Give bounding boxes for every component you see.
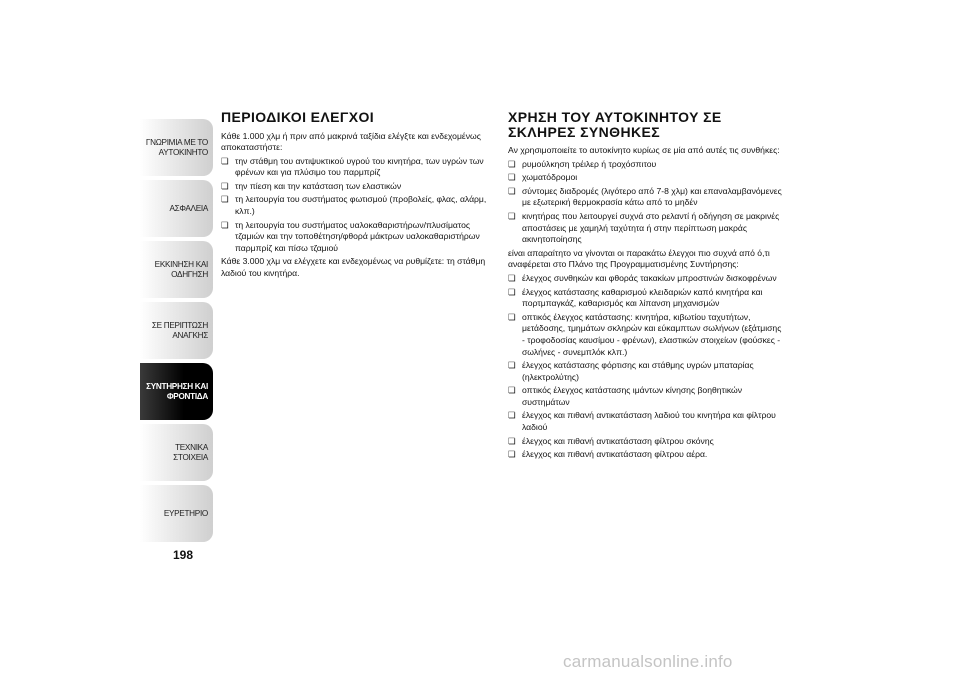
list-item: ❏ την στάθμη του αντιψυκτικού υγρού του κινητήρα, των υγρών των φρένων και για πλύσιμο του παρμπρίζ <box>221 156 493 179</box>
tab-label: ΣΕ ΠΕΡΙΠΤΩΣΗ ΑΝΑΓΚΗΣ <box>151 321 208 340</box>
tab-label: ΤΕΧΝΙΚΑ ΣΤΟΙΧΕΙΑ <box>173 443 208 462</box>
section-title: ΠΕΡΙΟΔΙΚΟΙ ΕΛΕΓΧΟΙ <box>221 109 375 125</box>
list-item: ❏ χωματόδρομοι <box>508 172 786 184</box>
chapter-sidebar <box>140 119 213 546</box>
paragraph: είναι απαραίτητο να γίνονται οι παρακάτω έλεγχοι πιο συχνά από ό,τι αναφέρεται στο Πλάνο της Προγραμματισμένης Συντήρησης: <box>508 247 770 270</box>
list-item: ❏ έλεγχος κατάστασης καθαρισμού κλειδαριών καπό κινητήρα και πορτμπαγκάζ, καθαρισμός και λίπανση μηχανισμών <box>508 287 786 310</box>
list-item: ❏ έλεγχος και πιθανή αντικατάσταση φίλτρου σκόνης <box>508 436 786 448</box>
paragraph: Κάθε 1.000 χλμ ή πριν από μακρινά ταξίδια ελέγξτε και ενδεχομένως αποκαταστήστε: <box>221 130 481 153</box>
watermark: carmanualsonline.info <box>563 652 733 671</box>
list-item: ❏ οπτικός έλεγχος κατάστασης: κινητήρα, κιβωτίου ταχυτήτων, μετάδοσης, τμημάτων σκληρών και εύκαμπτων σωλήνων (εξάτμισης - τροφοδοσίας καυσίμου - φρένων), ελαστικών στοιχείων (φούσκες - σωλήνες - συνεμπλόκ κλπ.) <box>508 312 786 358</box>
section-title: ΧΡΗΣΗ ΤΟΥ ΑΥΤΟΚΙΝΗΤΟΥ ΣΕ ΣΚΛΗΡΕΣ ΣΥΝΘΗΚΕΣ <box>508 109 722 140</box>
tab-index[interactable] <box>140 485 213 542</box>
tab-technical-data[interactable] <box>140 424 213 481</box>
paragraph: Κάθε 3.000 χλμ να ελέγχετε και ενδεχομένως να ρυθμίζετε: τη στάθμη λαδιού του κινητήρα. <box>221 256 486 279</box>
tab-safety[interactable] <box>140 180 213 237</box>
tab-maintenance-care[interactable] <box>140 363 213 420</box>
list-item: ❏ έλεγχος συνθηκών και φθοράς τακακίων μπροστινών δισκοφρένων <box>508 273 786 285</box>
check-list <box>221 156 493 255</box>
tab-starting-driving[interactable] <box>140 241 213 298</box>
list-item: ❏ έλεγχος και πιθανή αντικατάσταση λαδιού του κινητήρα και φίλτρου λαδιού <box>508 410 786 433</box>
list-item: ❏ τη λειτουργία του συστήματος υαλοκαθαριστήρων/πλυσίματος τζαμιών και την τοποθέτηση/φθορά μάκτρων υαλοκαθαριστήρων παρμπρίζ και πίσω τζαμιού <box>221 220 493 255</box>
tab-emergency[interactable] <box>140 302 213 359</box>
list-item: ❏ κινητήρας που λειτουργεί συχνά στο ρελαντί ή οδήγηση σε μακρινές αποστάσεις με χαμηλή ταχύτητα ή στην περίπτωση μακράς ακινητοποίησης <box>508 211 786 246</box>
list-item: ❏ τη λειτουργία του συστήματος φωτισμού (προβολείς, φλας, αλάρμ, κλπ.) <box>221 194 493 217</box>
tab-label: ΑΣΦΑΛΕΙΑ <box>169 203 208 213</box>
periodic-checks-section <box>221 110 493 282</box>
conditions-list <box>508 159 786 246</box>
list-item: ❏ έλεγχος κατάστασης φόρτισης και στάθμης υγρών μπαταρίας (ηλεκτρολύτης) <box>508 360 786 383</box>
tab-label: ΕΚΚΙΝΗΣΗ ΚΑΙ ΟΔΗΓΗΣΗ <box>154 260 208 279</box>
page-number: 198 <box>173 548 194 562</box>
tab-getting-to-know[interactable] <box>140 119 213 176</box>
paragraph: Αν χρησιμοποιείτε το αυτοκίνητο κυρίως σε μία από αυτές τις συνθήκες: <box>508 145 780 155</box>
tab-label: ΕΥΡΕΤΗΡΙΟ <box>163 508 208 518</box>
checks-list <box>508 273 786 461</box>
list-item: ❏ οπτικός έλεγχος κατάστασης ιμάντων κίνησης βοηθητικών συστημάτων <box>508 385 786 408</box>
list-item: ❏ ρυμούλκηση τρέιλερ ή τροχόσπιτου <box>508 159 786 171</box>
list-item: ❏ σύντομες διαδρομές (λιγότερο από 7-8 χλμ) και επαναλαμβανόμενες με εξωτερική θερμοκρασία κάτω από το μηδέν <box>508 186 786 209</box>
tab-label: ΓΝΩΡΙΜΙΑ ΜΕ ΤΟ ΑΥΤΟΚΙΝΗΤΟ <box>145 138 208 157</box>
list-item: ❏ την πίεση και την κατάσταση των ελαστικών <box>221 181 493 193</box>
tab-label: ΣΥΝΤΗΡΗΣΗ ΚΑΙ ΦΡΟΝΤΙΔΑ <box>146 382 208 401</box>
list-item: ❏ έλεγχος και πιθανή αντικατάσταση φίλτρου αέρα. <box>508 449 786 461</box>
severe-conditions-section <box>508 110 786 463</box>
